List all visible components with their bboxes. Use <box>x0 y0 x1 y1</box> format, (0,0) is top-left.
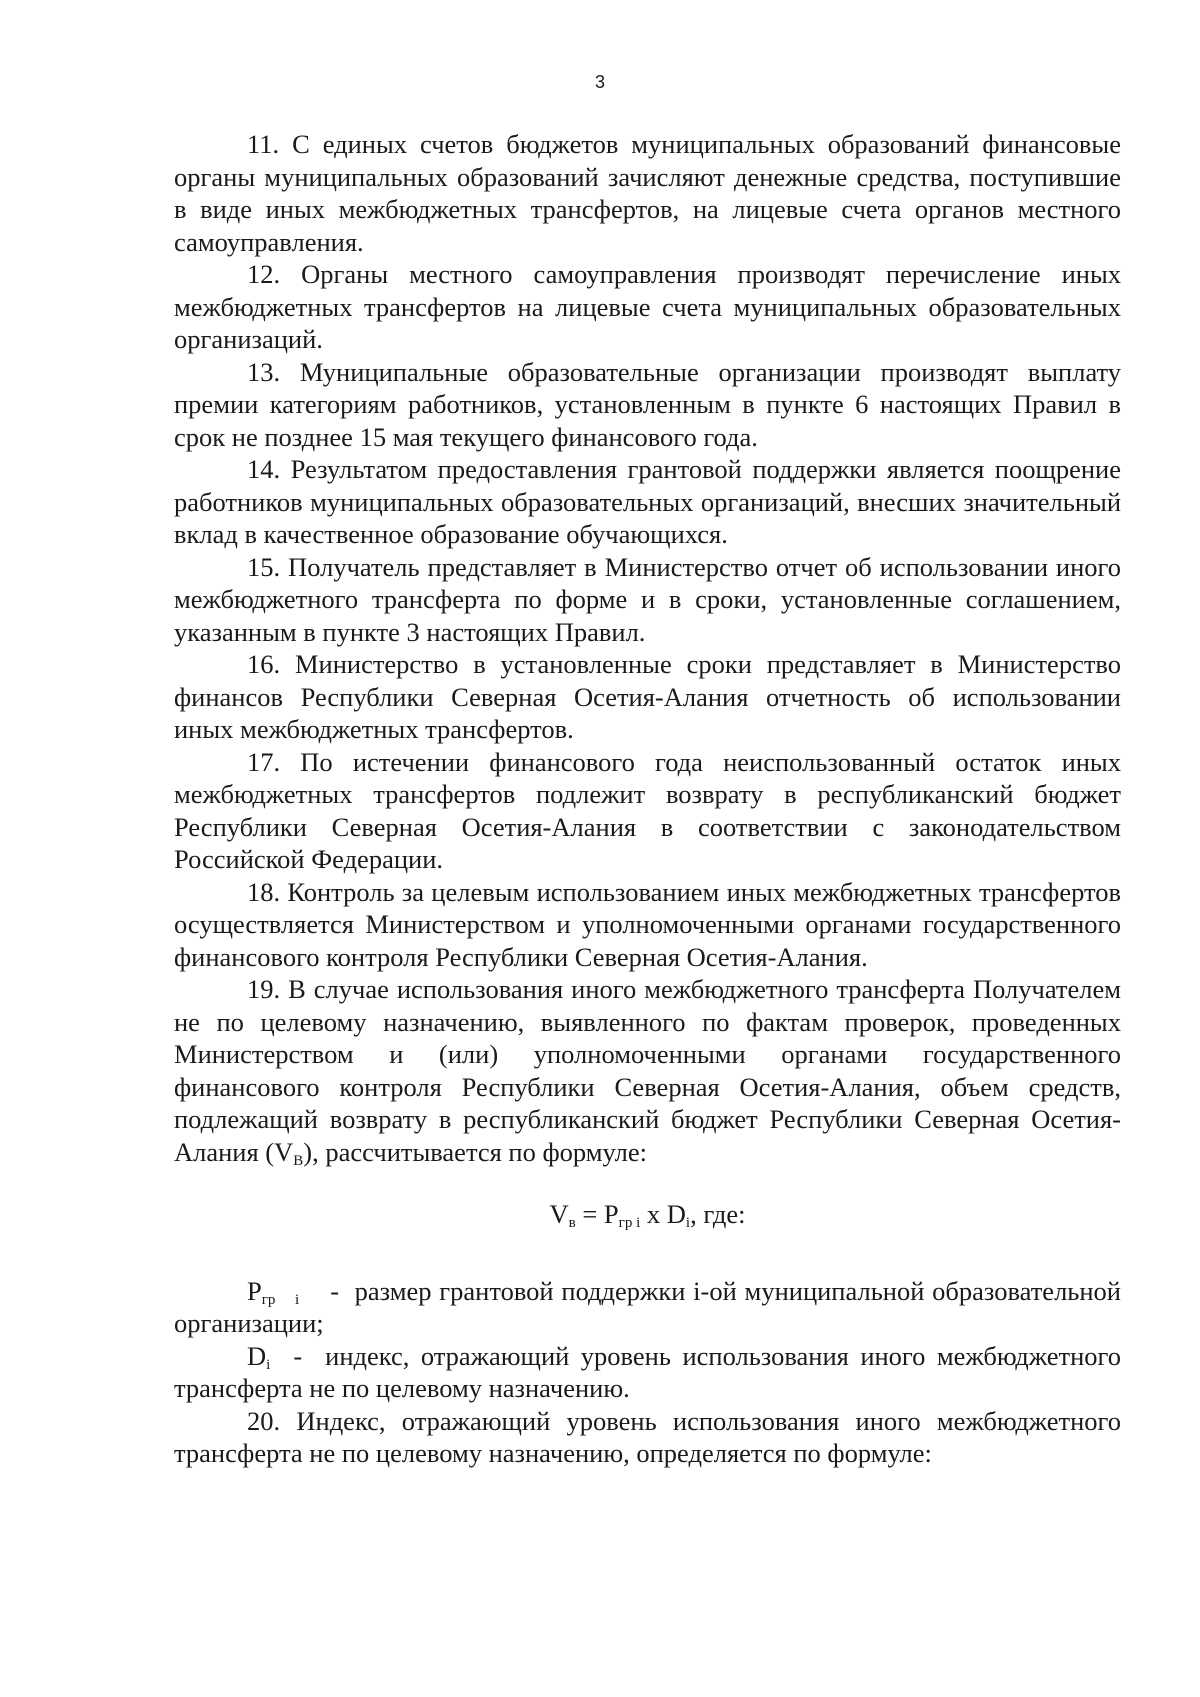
paragraph-20: 20. Индекс, отражающий уровень использования иного межбюджетного трансферта не по целевому назначению, определяется по формуле: <box>174 1405 1121 1468</box>
definition-d-text: - индекс, отражающий уровень использования иного межбюджетного трансферта не по целевому назначению. <box>174 1340 1128 1403</box>
paragraph-13: 13. Муниципальные образовательные организации производят выплату премии категориям работников, установленным в пункте 6 настоящих Правил в срок не позднее 15 мая текущего финансового года. <box>174 356 1121 452</box>
document-body <box>174 128 1128 1470</box>
formula-d-sub: i <box>685 1215 691 1231</box>
paragraph-18: 18. Контроль за целевым использованием иных межбюджетных трансфертов осуществляется Министерством и уполномоченными органами государственного финансового контроля Республики Северная Осетия-Алания. <box>174 876 1121 972</box>
paragraph-19-text: 19. В случае использования иного межбюджетного трансферта Получателем не по целевому назначению, выявленного по фактам проверок, проведенных Министерством и (или) уполномоченными органами государственного финансового контроля Республики Северная Осетия-Алания, объем средств, подлежащий возврату в республиканский бюджет Республики Северная Осетия-Алания (V <box>174 974 1121 1167</box>
definition-p-text: - размер грантовой поддержки i-ой муниципальной образовательной организации; <box>174 1275 1128 1338</box>
formula-mid: x D <box>640 1199 686 1229</box>
formula-refund-volume <box>174 1198 1121 1231</box>
definition-p <box>174 1275 1128 1340</box>
definition-d-sub: i <box>266 1356 271 1373</box>
page-number: 3 <box>594 72 605 92</box>
formula-v: V <box>549 1199 569 1229</box>
paragraph-16: 16. Министерство в установленные сроки представляет в Министерство финансов Республики Северная Осетия-Алания отчетность об использовании иных межбюджетных трансфертов. <box>174 649 1121 744</box>
paragraph-14: 14. Результатом предоставления грантовой поддержки является поощрение работников муниципальных образовательных организаций, внесших значительный вклад в качественное образование обучающихся. <box>174 454 1121 549</box>
paragraph-19-tail: ), рассчитывается по формуле: <box>303 1136 647 1167</box>
paragraph-12: 12. Органы местного самоуправления производят перечисление иных межбюджетных трансфертов на лицевые счета муниципальных образовательных организаций. <box>174 259 1121 354</box>
paragraph-15: 15. Получатель представляет в Министерство отчет об использовании иного межбюджетного трансферта по форме и в сроки, установленные соглашением, указанным в пункте 3 настоящих Правил. <box>174 551 1121 647</box>
paragraph-11: 11. С единых счетов бюджетов муниципальных образований финансовые органы муниципальных образований зачисляют денежные средства, поступившие в виде иных межбюджетных трансфертов, на лицевые счета органов местного самоуправления. <box>174 129 1121 257</box>
paragraph-19 <box>174 973 1121 1168</box>
paragraph-17: 17. По истечении финансового года неиспользованный остаток иных межбюджетных трансфертов подлежит возврату в республиканский бюджет Республики Северная Осетия-Алания в соответствии с законодательством Российской Федерации. <box>174 746 1121 874</box>
definition-d-symbol: D <box>247 1340 267 1371</box>
formula-tail: , где: <box>690 1199 746 1229</box>
formula-eq: = P <box>575 1199 619 1229</box>
definition-p-symbol: P <box>247 1275 262 1306</box>
formula-v-sub: в <box>568 1215 576 1231</box>
formula-p-sub: гр i <box>618 1215 641 1231</box>
definition-d <box>174 1340 1128 1405</box>
definition-p-sub: гр i <box>261 1291 300 1308</box>
paragraph-19-subscript: В <box>293 1152 304 1169</box>
